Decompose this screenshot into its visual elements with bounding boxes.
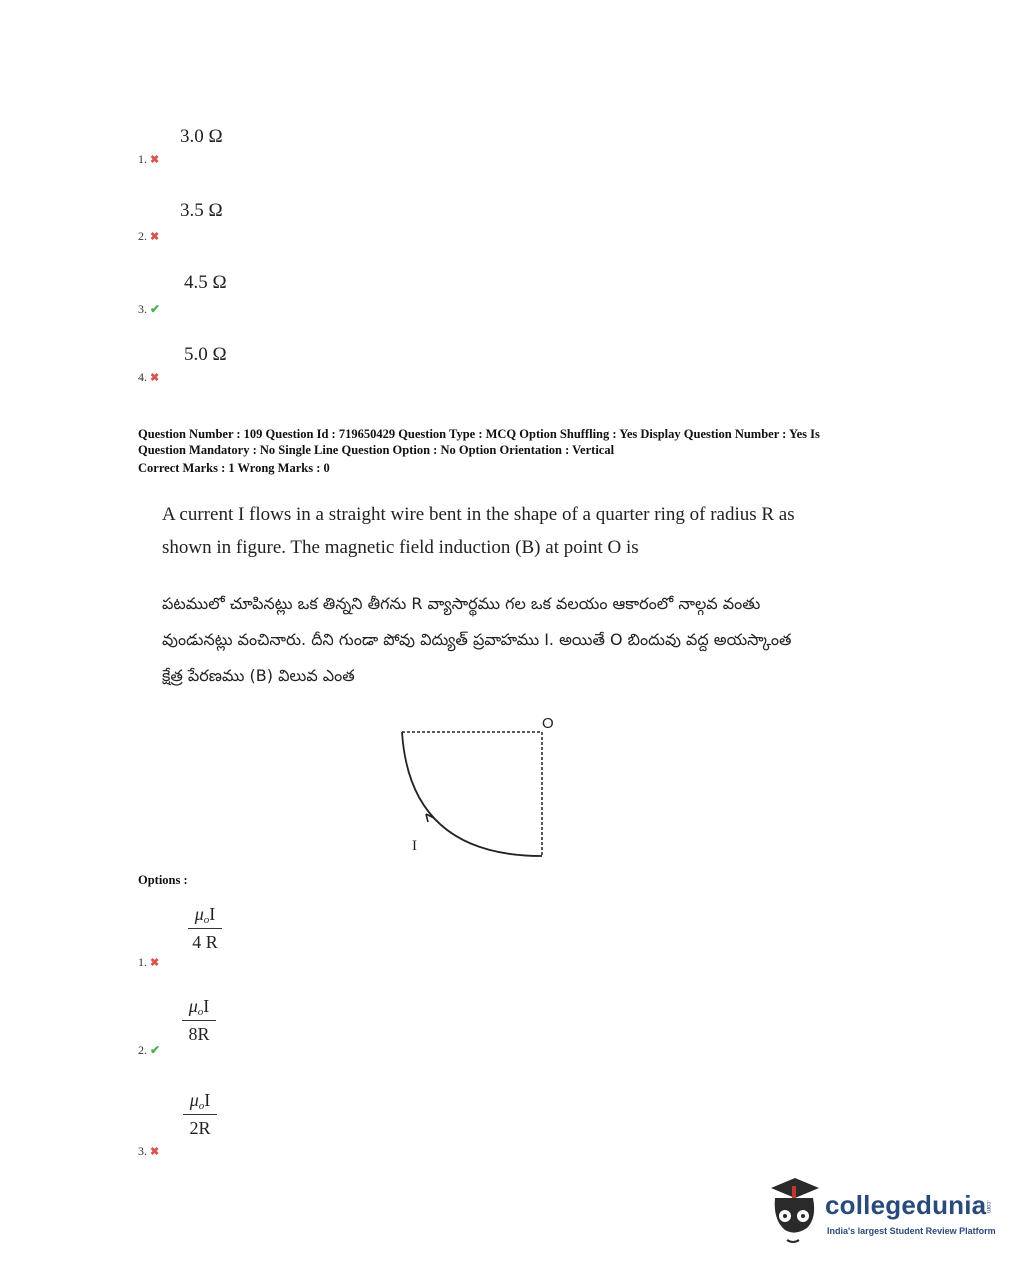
prev-option-4-number: 4. [138, 370, 147, 384]
option-3 [138, 1144, 159, 1159]
question-english-line-2: shown in figure. The magnetic field induction (B) at point O is [162, 537, 639, 558]
option-3-value: μoI 2R [183, 1090, 217, 1139]
mascot-icon [765, 1176, 823, 1248]
prev-option-2-value: 3.5 Ω [180, 200, 223, 221]
prev-option-2-number: 2. [138, 229, 147, 243]
current-arrow-icon [426, 814, 434, 822]
current-label: I [412, 838, 417, 854]
quarter-ring-wire [402, 732, 542, 856]
prev-option-2 [138, 229, 159, 244]
question-meta [138, 426, 898, 476]
question-meta-line-2: Question Mandatory : No Single Line Question Option : No Option Orientation : Vertical [138, 443, 615, 457]
option-1 [138, 955, 159, 970]
prev-option-1-number: 1. [138, 152, 147, 166]
option-2 [138, 1043, 160, 1058]
prev-option-1 [138, 152, 159, 167]
point-o-label: O [542, 715, 554, 732]
option-2-value: μoI 8R [182, 996, 216, 1045]
prev-option-3-value: 4.5 Ω [184, 272, 227, 293]
question-telugu-line-2: వుండునట్లు వంచినారు. దీని గుండా పోవు విద్యుత్ ప్రవాహము I. అయితే O బిందువు వద్ద అయస్కాంత [162, 630, 792, 649]
question-meta-line-1: Question Number : 109 Question Id : 719650429 Question Type : MCQ Option Shuffling : Yes Display Question Number : Yes Is [138, 427, 820, 441]
prev-option-1-value: 3.0 Ω [180, 126, 223, 147]
prev-option-4 [138, 370, 159, 385]
collegedunia-logo [765, 1176, 995, 1248]
option-1-number: 1. [138, 955, 147, 969]
prev-option-3 [138, 302, 160, 317]
option-1-denominator: 4 R [192, 932, 218, 952]
correct-check-icon: ✔ [150, 1043, 161, 1057]
question-english-line-1: A current I flows in a straight wire bent in the shape of a quarter ring of radius R as [162, 504, 795, 525]
option-2-number: 2. [138, 1043, 147, 1057]
wrong-icon: ✖ [150, 957, 160, 969]
logo-name: collegedunia [825, 1190, 987, 1220]
question-text-english [162, 498, 882, 564]
quarter-ring-figure [390, 708, 570, 868]
wrong-icon: ✖ [150, 1146, 160, 1158]
option-3-number: 3. [138, 1144, 147, 1158]
logo-domain-suffix: .com [985, 1200, 991, 1214]
prev-option-4-value: 5.0 Ω [184, 344, 227, 365]
question-marks: Correct Marks : 1 Wrong Marks : 0 [138, 461, 330, 475]
logo-tagline: India's largest Student Review Platform [827, 1226, 996, 1236]
question-telugu-line-1: పటములో చూపినట్లు ఒక తిన్నని తీగను R వ్యాసార్థము గల ఒక వలయం ఆకారంలో నాల్గవ వంతు [162, 594, 761, 613]
options-label: Options : [138, 873, 188, 887]
question-telugu-line-3: క్షేత్ర పేరణము (B) విలువ ఎంత [162, 666, 355, 685]
wrong-icon: ✖ [150, 372, 160, 384]
wrong-icon: ✖ [150, 154, 160, 166]
option-3-denominator: 2R [189, 1118, 211, 1138]
correct-check-icon: ✔ [150, 302, 161, 316]
question-text-telugu [162, 586, 882, 694]
option-1-value: μoI 4 R [188, 904, 222, 953]
prev-option-3-number: 3. [138, 302, 147, 316]
wrong-icon: ✖ [150, 231, 160, 243]
option-2-denominator: 8R [188, 1024, 210, 1044]
